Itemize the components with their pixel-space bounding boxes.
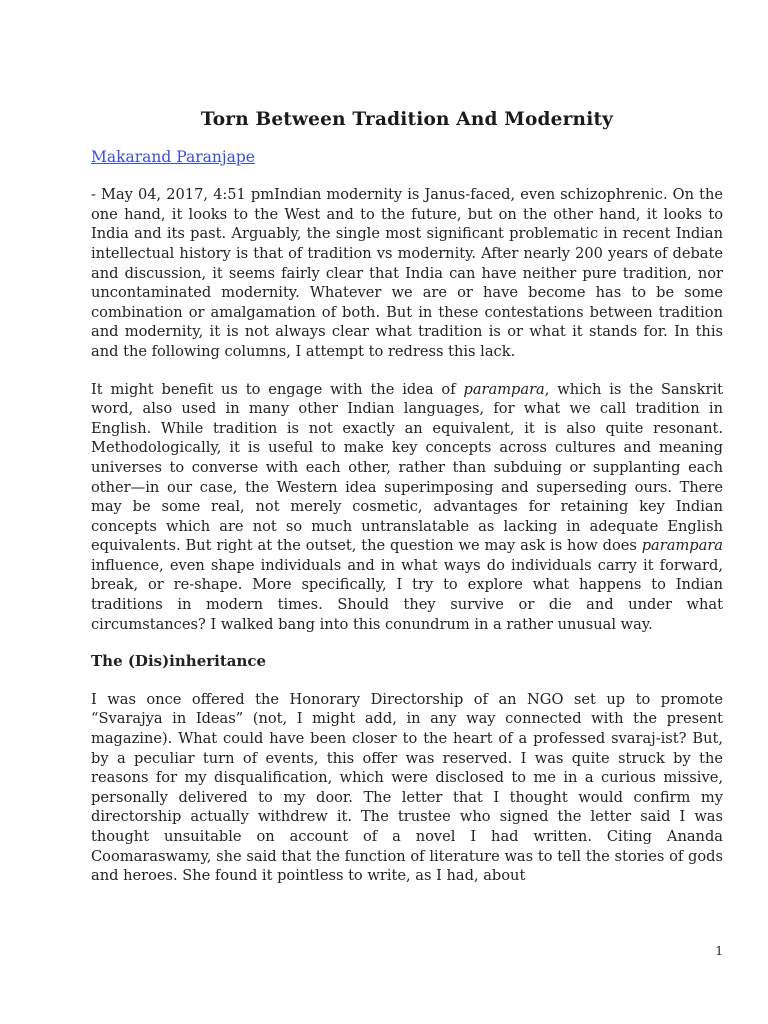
paragraph-2-part-3: influence, even shape individuals and in what ways do individuals carry it forward, break, or re-shape. More specifically, I try to explore what happens to Indian traditions in modern times. Should they survive or die and under what circumstances? I walked bang into this conundrum in a rather unusual way.	[91, 556, 723, 633]
section-heading: The (Dis)inheritance	[91, 652, 267, 671]
paragraph-2	[91, 380, 723, 635]
document-page	[91, 110, 723, 904]
paragraph-2-part-2: , which is the Sanskrit word, also used in many other Indian languages, for what we call tradition in English. While tradition is not exactly an equivalent, it is also quite resonant. Methodologically, it is useful to make key concepts across cultures and meaning universes to converse with each other, rather than subduing or supplanting each other—in our case, the Western idea superimposing and superseding ours. There may be some real, not merely cosmetic, advantages for retaining key Indian concepts which are not so much untranslatable as lacking in adequate English equivalents. But right at the outset, the question we may ask is how does	[91, 380, 723, 555]
author-link[interactable]: Makarand Paranjape	[91, 147, 255, 166]
document-title: Torn Between Tradition And Modernity	[200, 109, 614, 130]
term-parampara: parampara	[641, 537, 723, 555]
paragraph-3: I was once offered the Honorary Directorship of an NGO set up to promote “Svarajya in Ideas” (not, I might add, in any way connected with the present magazine). What could have been closer to the heart of a professed svaraj-ist? But, by a peculiar turn of events, this offer was reserved. I was quite struck by the reasons for my disqualification, which were disclosed to me in a curious missive, personally delivered to my door. The letter that I thought would confirm my directorship actually withdrew it. The trustee who signed the letter said I was thought unsuitable on account of a novel I had written. Citing Ananda Coomaraswamy, she said that the function of literature was to tell the stories of gods and heroes. She found it pointless to write, as I had, about	[91, 690, 723, 885]
paragraph-1: - May 04, 2017, 4:51 pmIndian modernity is Janus-faced, even schizophrenic. On the one hand, it looks to the West and to the future, but on the other hand, it looks to India and its past. Arguably, the single most significant problematic in recent Indian intellectual history is that of tradition vs modernity. After nearly 200 years of debate and discussion, it seems fairly clear that India can have neither pure tradition, nor uncontaminated modernity. Whatever we are or have become has to be some combination or amalgamation of both. But in these contestations between tradition and modernity, it is not always clear what tradition is or what it stands for. In this and the following columns, I attempt to redress this lack.	[91, 186, 723, 360]
term-parampara: parampara	[463, 380, 545, 398]
page-number: 1	[715, 944, 723, 958]
paragraph-2-part-1: It might benefit us to engage with the idea of	[91, 380, 464, 398]
